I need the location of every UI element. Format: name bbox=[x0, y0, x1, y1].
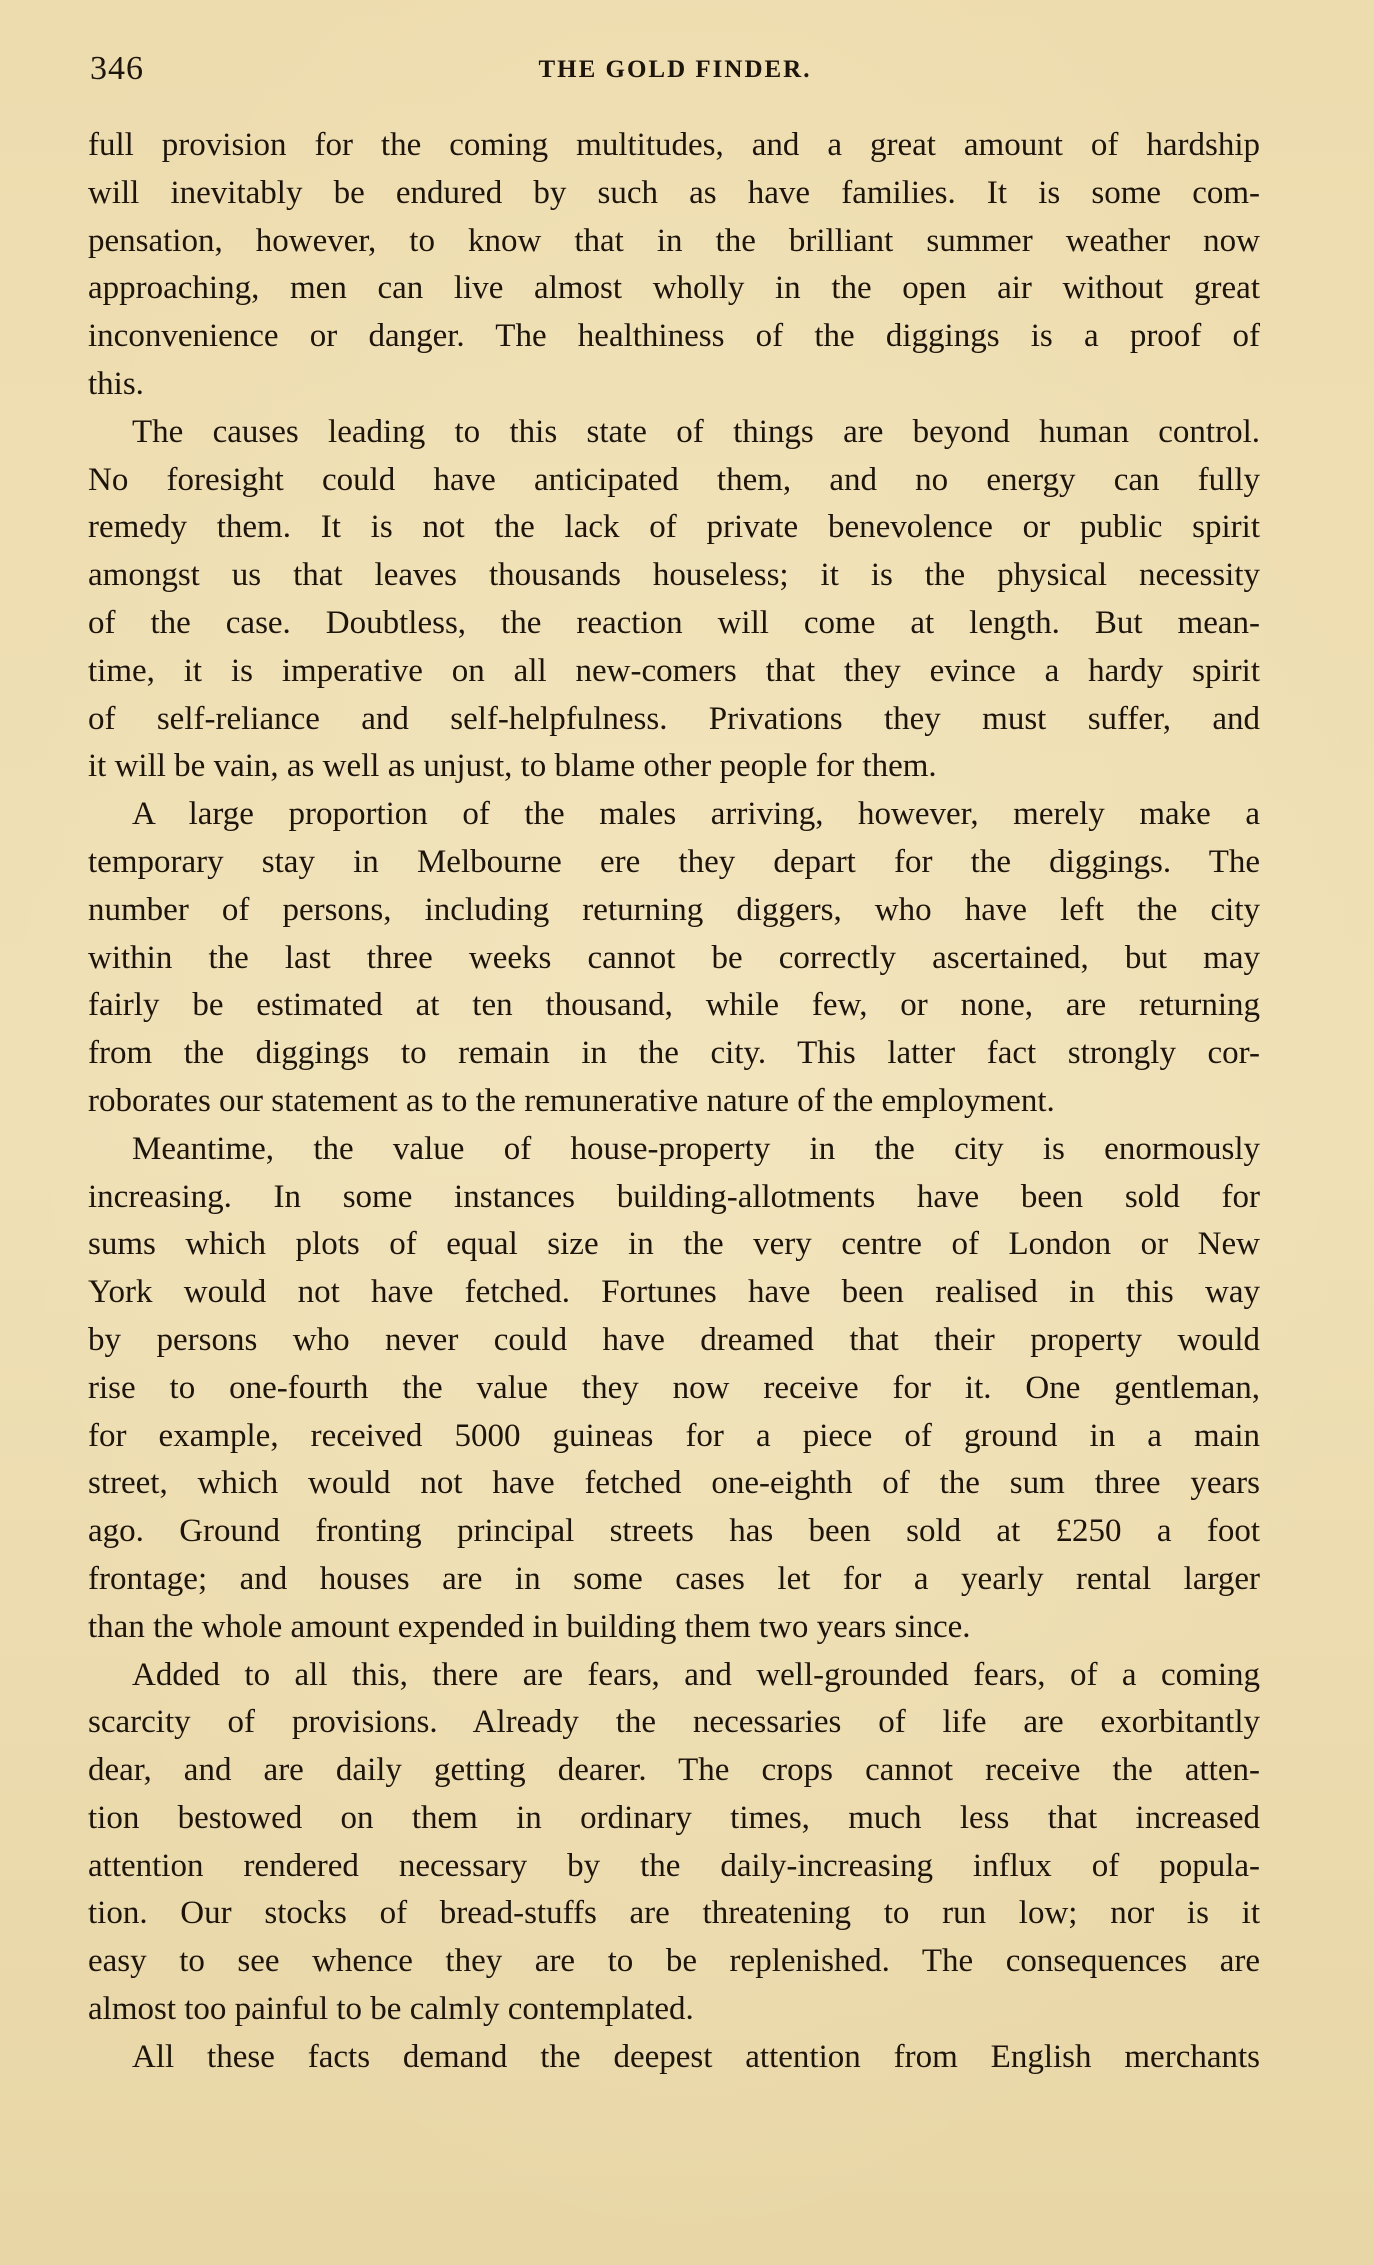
text-line: tion. Our stocks of bread-stuffs are threatening to run low; nor is it bbox=[88, 1895, 1260, 1932]
text-line: roborates our statement as to the remunerative nature of the employment. bbox=[88, 1082, 1055, 1119]
text-line: remedy them. It is not the lack of private benevolence or public spirit bbox=[88, 509, 1260, 546]
text-line: frontage; and houses are in some cases let for a yearly rental larger bbox=[88, 1560, 1260, 1597]
text-line: it will be vain, as well as unjust, to blame other people for them. bbox=[88, 748, 937, 785]
text-line: than the whole amount expended in building them two years since. bbox=[88, 1608, 971, 1645]
text-line: will inevitably be endured by such as have families. It is some com- bbox=[88, 174, 1260, 211]
text-line: tion bestowed on them in ordinary times, much less that increased bbox=[88, 1799, 1260, 1836]
text-line: dear, and are daily getting dearer. The crops cannot receive the atten- bbox=[88, 1752, 1260, 1789]
page-header bbox=[90, 50, 1260, 100]
text-line: fairly be estimated at ten thousand, while few, or none, are returning bbox=[88, 987, 1260, 1024]
text-line: scarcity of provisions. Already the necessaries of life are exorbitantly bbox=[88, 1704, 1260, 1741]
text-line: sums which plots of equal size in the very centre of London or New bbox=[88, 1226, 1260, 1263]
text-line: attention rendered necessary by the daily-increasing influx of popula- bbox=[88, 1847, 1260, 1884]
text-line: ago. Ground fronting principal streets has been sold at £250 a foot bbox=[88, 1513, 1260, 1550]
text-line: full provision for the coming multitudes, and a great amount of hardship bbox=[88, 127, 1260, 163]
text-line: increasing. In some instances building-allotments have been sold for bbox=[88, 1178, 1260, 1215]
text-line: inconvenience or danger. The healthiness of the diggings is a proof of bbox=[88, 318, 1260, 355]
text-line: time, it is imperative on all new-comers that they evince a hardy spirit bbox=[88, 652, 1260, 689]
running-head: THE GOLD FINDER. bbox=[538, 56, 812, 83]
text-line: pensation, however, to know that in the brilliant summer weather now bbox=[88, 222, 1260, 259]
page-number: 346 bbox=[90, 50, 144, 87]
text-line: from the diggings to remain in the city. This latter fact strongly cor- bbox=[88, 1035, 1260, 1072]
text-line: York would not have fetched. Fortunes have been realised in this way bbox=[88, 1274, 1260, 1311]
text-line: All these facts demand the deepest attention from English merchants bbox=[132, 2038, 1260, 2075]
text-line: for example, received 5000 guineas for a piece of ground in a main bbox=[88, 1417, 1260, 1454]
text-line: temporary stay in Melbourne ere they depart for the diggings. The bbox=[88, 843, 1260, 880]
text-line: by persons who never could have dreamed that their property would bbox=[88, 1321, 1260, 1358]
text-line: A large proportion of the males arriving, however, merely make a bbox=[132, 796, 1260, 833]
text-line: almost too painful to be calmly contemplated. bbox=[88, 1991, 694, 2028]
text-line: of self-reliance and self-helpfulness. Privations they must suffer, and bbox=[88, 700, 1260, 737]
text-line: within the last three weeks cannot be correctly ascertained, but may bbox=[88, 939, 1260, 976]
text-line: The causes leading to this state of things are beyond human control. bbox=[132, 413, 1260, 450]
body-text bbox=[88, 122, 1260, 2082]
text-line: Added to all this, there are fears, and well-grounded fears, of a coming bbox=[132, 1656, 1260, 1693]
text-line: rise to one-fourth the value they now receive for it. One gentleman, bbox=[88, 1369, 1260, 1406]
text-line: amongst us that leaves thousands houseless; it is the physical necessity bbox=[88, 557, 1260, 594]
text-line: number of persons, including returning diggers, who have left the city bbox=[88, 891, 1260, 928]
text-line: this. bbox=[88, 365, 144, 402]
text-line: No foresight could have anticipated them, and no energy can fully bbox=[88, 461, 1260, 498]
text-line: of the case. Doubtless, the reaction will come at length. But mean- bbox=[88, 604, 1260, 641]
text-line: easy to see whence they are to be replenished. The consequences are bbox=[88, 1943, 1260, 1980]
text-line: street, which would not have fetched one-eighth of the sum three years bbox=[88, 1465, 1260, 1502]
text-line: Meantime, the value of house-property in the city is enormously bbox=[132, 1130, 1260, 1167]
text-line: approaching, men can live almost wholly in the open air without great bbox=[88, 270, 1260, 307]
